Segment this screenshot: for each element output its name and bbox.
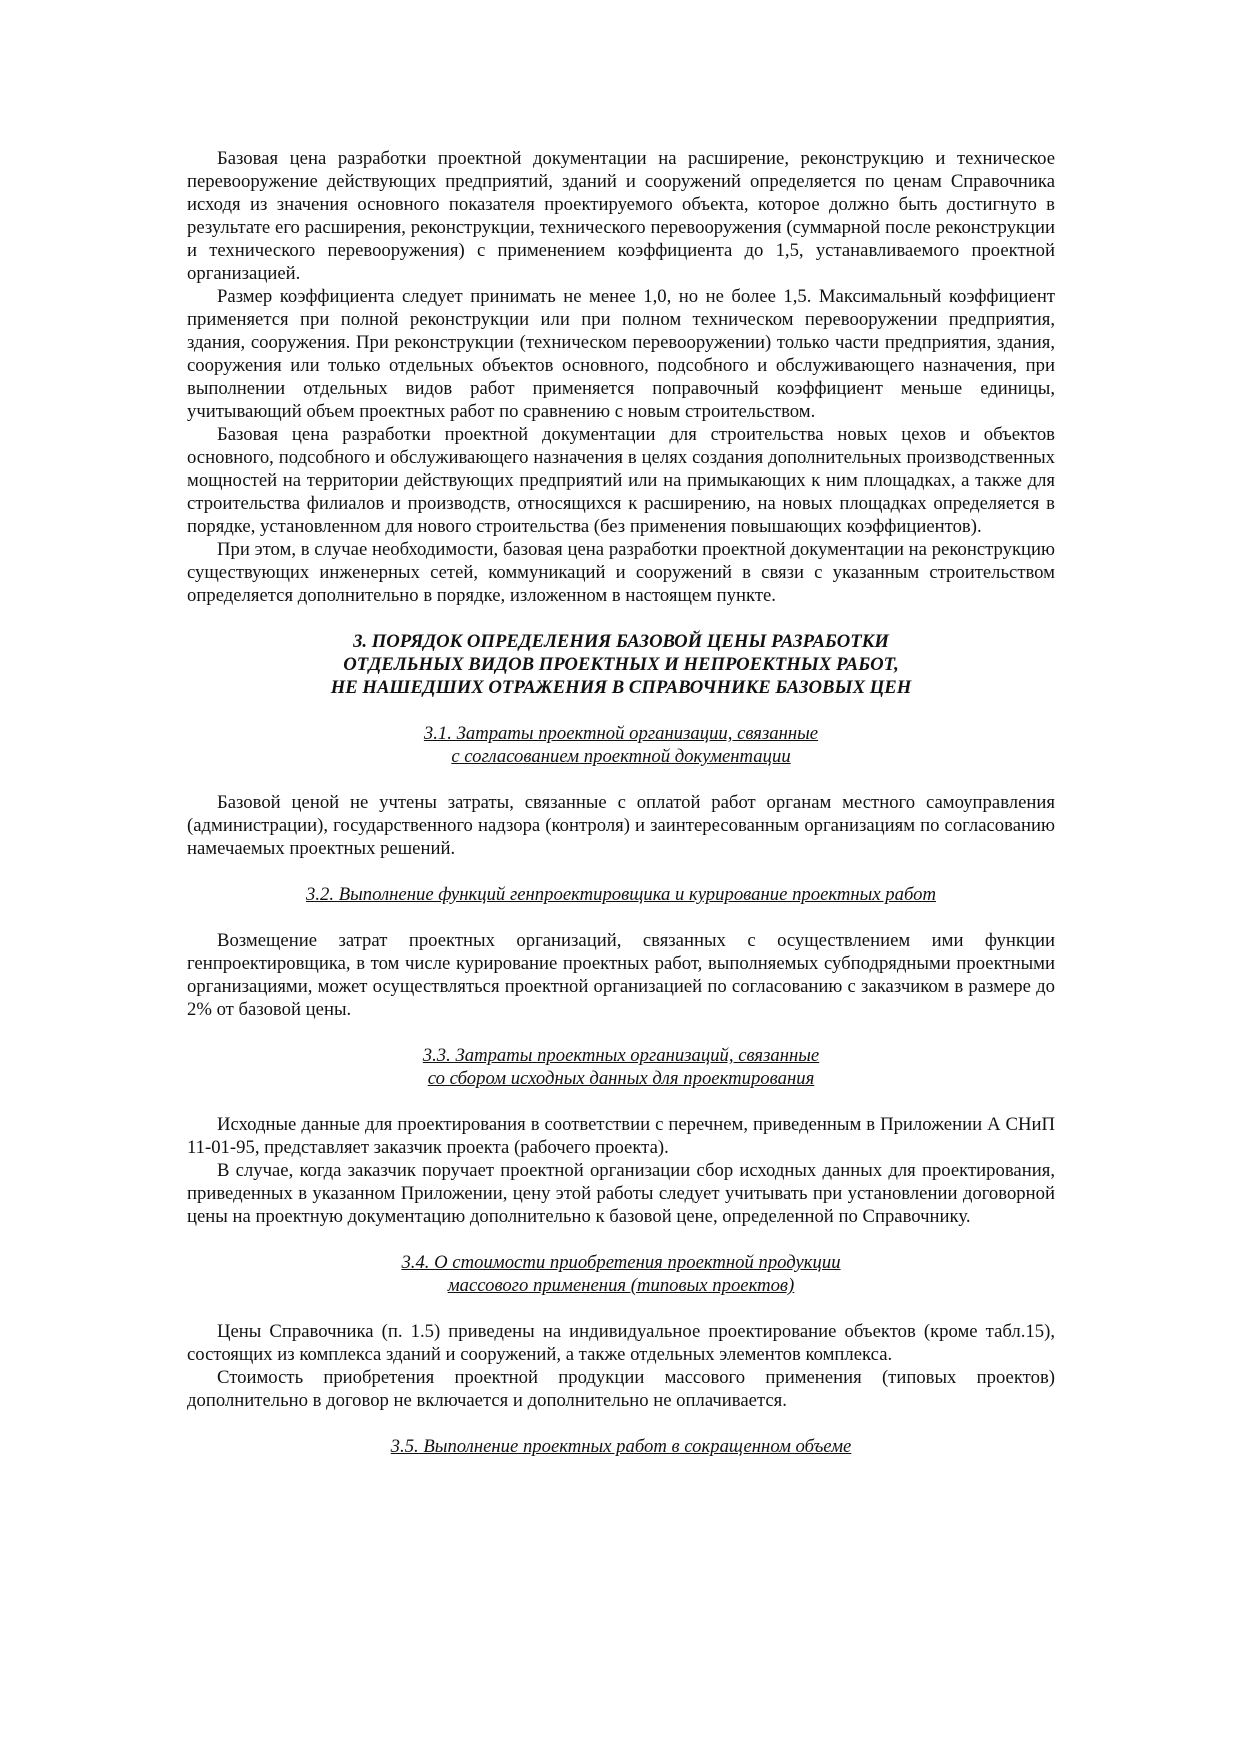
subsection-3-1-title-line-1: 3.1. Затраты проектной организации, связанные [423, 723, 819, 744]
subsection-3-5-title [187, 1435, 1055, 1458]
subsection-3-3-paragraph-2: В случае, когда заказчик поручает проектной организации сбор исходных данных для проектирования, приведенных в указанном Приложении, цену этой работы следует учитывать при установлении договорной цены на проектную документацию дополнительно к базовой цене, определенной по Справочнику. [187, 1160, 1055, 1227]
subsection-3-4-title-line-2: массового применения (типовых проектов) [447, 1275, 795, 1296]
intro-paragraph-4: При этом, в случае необходимости, базовая цена разработки проектной документации на реконструкцию существующих инженерных сетей, коммуникаций и сооружений в связи с указанным строительством определяется дополнительно в порядке, изложенном в настоящем пункте. [187, 539, 1055, 606]
document-page [187, 147, 1055, 1481]
subsection-3-2-paragraph-1: Возмещение затрат проектных организаций, связанных с осуществлением ими функции генпроектировщика, в том числе курирование проектных работ, выполняемых субподрядными проектными организациями, может осуществляться проектной организацией по согласованию с заказчиком в размере до 2% от базовой цены. [187, 930, 1055, 1020]
section-3-title-line-3: НЕ НАШЕДШИХ ОТРАЖЕНИЯ В СПРАВОЧНИКЕ БАЗОВЫХ ЦЕН [330, 677, 912, 698]
subsection-3-5-title-line-1: 3.5. Выполнение проектных работ в сокращенном объеме [390, 1436, 852, 1457]
section-3-title-line-1: 3. ПОРЯДОК ОПРЕДЕЛЕНИЯ БАЗОВОЙ ЦЕНЫ РАЗРАБОТКИ [353, 631, 889, 652]
subsection-3-4-paragraph-1: Цены Справочника (п. 1.5) приведены на индивидуальное проектирование объектов (кроме табл.15), состоящих из комплекса зданий и сооружений, а также отдельных элементов комплекса. [187, 1321, 1055, 1365]
subsection-3-1-title-line-2: с согласованием проектной документации [451, 746, 791, 767]
section-3-title [187, 630, 1055, 699]
intro-paragraph-2: Размер коэффициента следует принимать не менее 1,0, но не более 1,5. Максимальный коэффициент применяется при полной реконструкции или при полном техническом перевооружении предприятия, здания, сооружения. При реконструкции (техническом перевооружении) только части предприятия, здания, сооружения или только отдельных объектов основного, подсобного и обслуживающего назначения, при выполнении отдельных видов работ применяется поправочный коэффициент меньше единицы, учитывающий объем проектных работ по сравнению с новым строительством. [187, 286, 1055, 422]
subsection-3-4-paragraph-2: Стоимость приобретения проектной продукции массового применения (типовых проектов) дополнительно в договор не включается и дополнительно не оплачивается. [187, 1367, 1055, 1411]
subsection-3-1-paragraph-1: Базовой ценой не учтены затраты, связанные с оплатой работ органам местного самоуправления (администрации), государственного надзора (контроля) и заинтересованным организациям по согласованию намечаемых проектных решений. [187, 792, 1055, 859]
subsection-3-3-title [187, 1044, 1055, 1090]
subsection-3-2-title [187, 883, 1055, 906]
subsection-3-3-title-line-2: со сбором исходных данных для проектирования [427, 1068, 815, 1089]
subsection-3-3-title-line-1: 3.3. Затраты проектных организаций, связанные [422, 1045, 820, 1066]
intro-paragraph-1: Базовая цена разработки проектной документации на расширение, реконструкцию и техническое перевооружение действующих предприятий, зданий и сооружений определяется по ценам Справочника исходя из значения основного показателя проектируемого объекта, которое должно быть достигнуто в результате его расширения, реконструкции, технического перевооружения (суммарной после реконструкции и технического перевооружения) с применением коэффициента до 1,5, устанавливаемого проектной организацией. [187, 148, 1055, 284]
subsection-3-2-title-line-1: 3.2. Выполнение функций генпроектировщика и курирование проектных работ [306, 884, 936, 905]
subsection-3-4-title-line-1: 3.4. О стоимости приобретения проектной продукции [401, 1252, 841, 1273]
subsection-3-3-paragraph-1: Исходные данные для проектирования в соответствии с перечнем, приведенным в Приложении А СНиП 11-01-95, представляет заказчик проекта (рабочего проекта). [187, 1114, 1055, 1158]
intro-paragraph-3: Базовая цена разработки проектной документации для строительства новых цехов и объектов основного, подсобного и обслуживающего назначения в целях создания дополнительных производственных мощностей на территории действующих предприятий или на примыкающих к ним площадках, а также для строительства филиалов и производств, относящихся к расширению, на новых площадках определяется в порядке, установленном для нового строительства (без применения повышающих коэффициентов). [187, 424, 1055, 537]
subsection-3-4-title [187, 1251, 1055, 1297]
section-3-title-line-2: ОТДЕЛЬНЫХ ВИДОВ ПРОЕКТНЫХ И НЕПРОЕКТНЫХ РАБОТ, [343, 654, 899, 675]
subsection-3-1-title [187, 722, 1055, 768]
